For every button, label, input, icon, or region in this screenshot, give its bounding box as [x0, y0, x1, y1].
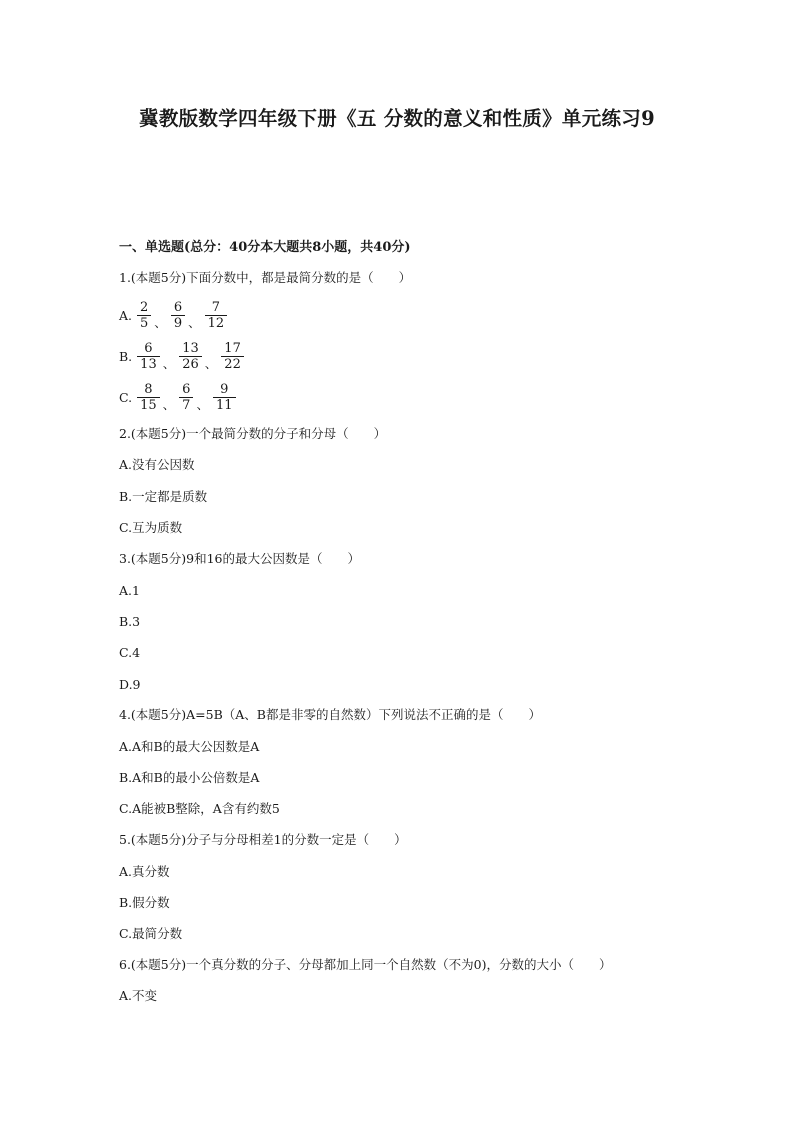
question-1-option-a[interactable] — [119, 297, 228, 333]
question-5-option-b[interactable]: B.假分数 — [119, 895, 170, 910]
question-2-stem: 2.(本题5分)一个最简分数的分子和分母（ ） — [119, 426, 387, 441]
question-4-option-a[interactable]: A.A和B的最大公因数是A — [119, 739, 260, 754]
question-4-option-b[interactable]: B.A和B的最小公倍数是A — [119, 770, 260, 785]
question-1-stem: 1.(本题5分)下面分数中，都是最简分数的是（ ） — [119, 270, 412, 285]
question-2-option-c[interactable]: C.互为质数 — [119, 520, 183, 535]
question-1-option-b[interactable] — [119, 338, 245, 374]
question-6-stem: 6.(本题5分)一个真分数的分子、分母都加上同一个自然数（不为0)，分数的大小（ ） — [119, 957, 612, 972]
fraction: $\frac{17}{22}$ — [221, 341, 244, 372]
question-3-option-a[interactable]: A.1 — [119, 583, 140, 598]
question-4-stem: 4.(本题5分)A=5B（A、B都是非零的自然数）下列说法不正确的是（ ） — [119, 707, 541, 722]
separator: 、 — [154, 315, 167, 330]
option-label: A. — [119, 307, 133, 323]
section-title: 一、单选题(总分：40分本大题共8小题，共40分) — [119, 240, 411, 255]
question-2-option-a[interactable]: A.没有公因数 — [119, 457, 195, 472]
fraction: $\frac{2}{5}$ — [137, 300, 151, 331]
option-label: C. — [119, 389, 133, 405]
fraction: $\frac{9}{11}$ — [213, 382, 236, 413]
question-3-stem: 3.(本题5分)9和16的最大公因数是（ ） — [119, 551, 360, 566]
fraction: $\frac{6}{7}$ — [179, 382, 193, 413]
question-5-option-c[interactable]: C.最简分数 — [119, 926, 183, 941]
separator: 、 — [196, 397, 209, 412]
separator: 、 — [188, 315, 201, 330]
question-2-option-b[interactable]: B.一定都是质数 — [119, 489, 208, 504]
question-3-option-b[interactable]: B.3 — [119, 614, 141, 629]
separator: 、 — [204, 356, 218, 371]
question-4-option-c[interactable]: C.A能被B整除，A含有约数5 — [119, 801, 280, 816]
question-3-option-d[interactable]: D.9 — [119, 677, 141, 692]
question-6-option-a[interactable]: A.不变 — [119, 988, 158, 1003]
fraction: $\frac{8}{15}$ — [137, 382, 160, 413]
question-5-option-a[interactable]: A.真分数 — [119, 864, 170, 879]
fraction: $\frac{6}{13}$ — [137, 341, 160, 372]
question-3-option-c[interactable]: C.4 — [119, 645, 141, 660]
fraction: $\frac{7}{12}$ — [205, 300, 228, 331]
option-label: B. — [119, 348, 133, 364]
fraction: $\frac{13}{26}$ — [179, 341, 202, 372]
separator: 、 — [162, 397, 176, 412]
separator: 、 — [162, 356, 176, 371]
question-1-option-c[interactable] — [119, 379, 237, 415]
question-5-stem: 5.(本题5分)分子与分母相差1的分数一定是（ ） — [119, 832, 407, 847]
fraction: $\frac{6}{9}$ — [171, 300, 185, 331]
page-title: 冀教版数学四年级下册《五 分数的意义和性质》单元练习9 — [139, 107, 655, 130]
